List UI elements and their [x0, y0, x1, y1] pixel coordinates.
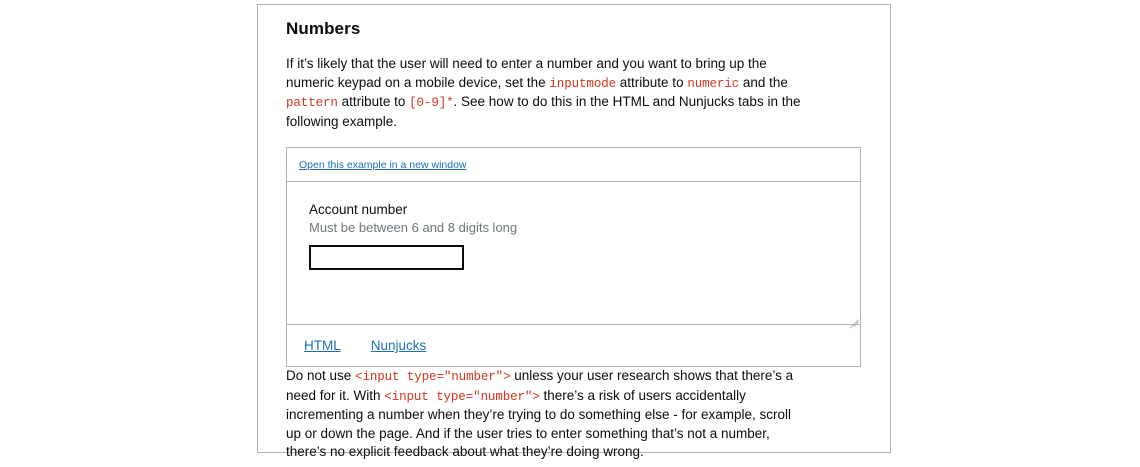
- code-input-number-1: <input type="number">: [355, 370, 511, 384]
- account-number-label: Account number: [309, 202, 408, 217]
- intro-paragraph: [286, 55, 806, 131]
- footer-paragraph: [286, 367, 806, 462]
- account-number-input[interactable]: [309, 245, 464, 270]
- code-numeric: numeric: [687, 76, 740, 91]
- code-pattern: pattern: [286, 96, 338, 110]
- code-inputmode: inputmode: [549, 76, 617, 91]
- tab-html[interactable]: HTML: [304, 338, 341, 353]
- intro-text-5: . See how to do this in the HTML and Nunjucks tabs in the following example.: [286, 94, 801, 129]
- example-header: [287, 148, 860, 182]
- footer-text-3: there’s a risk of users accidentally incrementing a number when they’re trying to do something else - for example, scroll up or down the page. And if the user tries to enter something that’s not a number, there’s no explicit feedback about what they’re doing wrong.: [286, 387, 791, 459]
- resize-handle[interactable]: [846, 310, 860, 324]
- documentation-card: [257, 4, 891, 459]
- open-example-link[interactable]: Open this example in a new window: [299, 159, 467, 171]
- footer-text-2: unless your user research shows that there’s a need for it. With: [286, 368, 794, 403]
- intro-text-2: attribute to: [616, 74, 688, 90]
- documentation-content: [258, 5, 890, 462]
- account-number-hint: Must be between 6 and 8 digits long: [309, 220, 518, 235]
- intro-text-4: attribute to: [337, 94, 410, 109]
- footer-text-1: Do not use: [286, 368, 356, 383]
- example-preview-frame: [287, 182, 860, 325]
- code-input-number-2: <input type="number">: [384, 389, 540, 404]
- example-tabs: [287, 325, 860, 366]
- code-pattern-value: [0-9]*: [409, 96, 454, 110]
- tab-nunjucks[interactable]: Nunjucks: [370, 338, 427, 353]
- intro-text-3: and the: [739, 74, 788, 90]
- example-panel: [286, 147, 861, 367]
- intro-text-1: If it’s likely that the user will need to enter a number and you want to bring up the numeric keypad on a mobile device, set the: [286, 56, 767, 90]
- page-title: Numbers: [286, 19, 361, 38]
